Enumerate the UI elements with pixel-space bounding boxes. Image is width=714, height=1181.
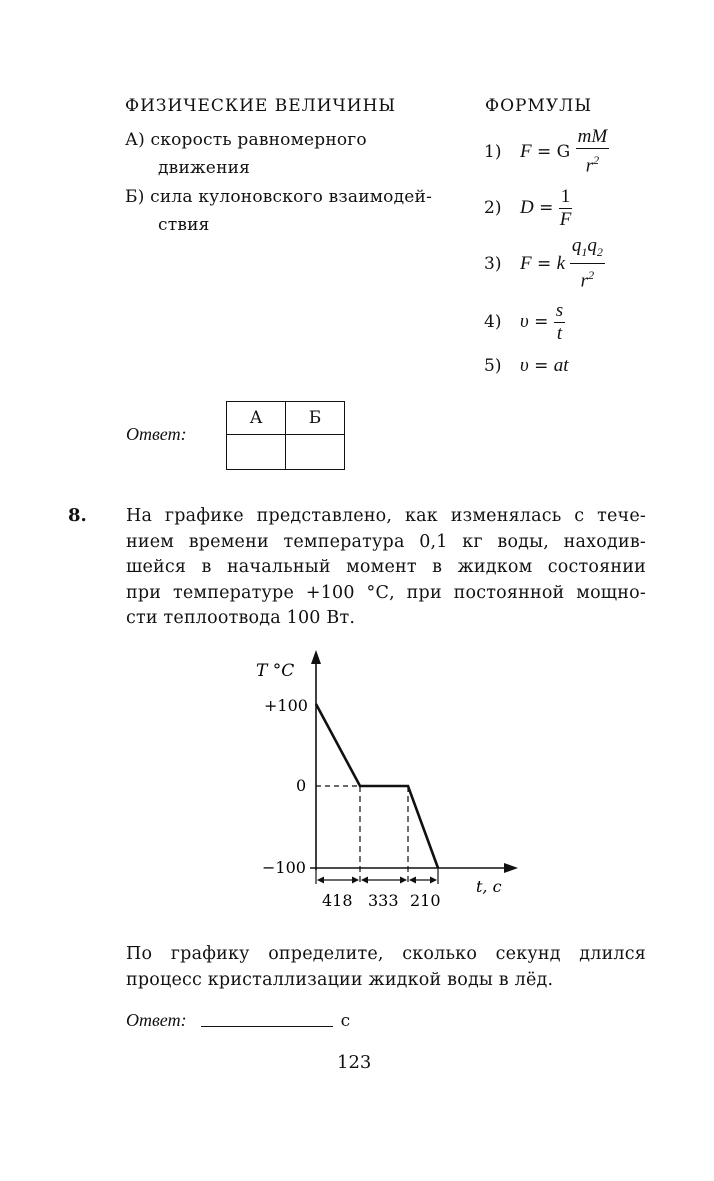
interval-arrowhead-right-1 xyxy=(352,877,359,884)
y-tick-0: 0 xyxy=(296,776,307,795)
y-tick-100: +100 xyxy=(264,696,308,715)
interval-arrowhead-right-2 xyxy=(400,877,407,884)
answer-table[interactable] xyxy=(226,401,345,470)
question xyxy=(126,941,646,993)
answer-cell-a[interactable] xyxy=(227,435,286,470)
question-line: процесс кристаллизации жидкой воды в лёд. xyxy=(126,970,554,990)
task-line: нием времени температура 0,1 кг воды, находив- xyxy=(126,531,646,552)
quantity-text: сила кулоновского взаимодей- xyxy=(150,187,433,207)
formula-4: 4) υ = $\frac{s}{t}$ xyxy=(484,299,564,344)
y-axis-arrow xyxy=(311,650,321,664)
answer-header-a: А xyxy=(227,402,286,435)
y-axis-label: T °C xyxy=(256,661,295,681)
quantity-letter: А) xyxy=(125,130,145,150)
answer-input[interactable] xyxy=(201,1026,333,1027)
formula-2: 2) D = $\frac{1}{F}$ xyxy=(484,185,572,230)
interval-arrowhead-right-3 xyxy=(430,877,437,884)
interval-label-1: 418 xyxy=(322,891,353,910)
task-statement xyxy=(126,504,646,632)
formula-number: 1) xyxy=(484,142,502,162)
task-line: шейся в начальный момент в жидком состоянии xyxy=(126,557,646,577)
interval-label-2: 333 xyxy=(368,891,399,910)
page-number: 123 xyxy=(337,1052,372,1073)
interval-arrowhead-left-3 xyxy=(409,877,416,884)
formula-number: 3) xyxy=(484,254,502,274)
formula-3: 3) F = k $\frac{q_1q_2}{r^2}$ xyxy=(484,235,603,292)
quantity-b xyxy=(125,184,432,210)
formula-5: 5) υ = at xyxy=(484,355,569,376)
quantities-header: ФИЗИЧЕСКИЕ ВЕЛИЧИНЫ xyxy=(125,96,397,116)
task-line: при температуре +100 °С, при постоянной мощно- xyxy=(126,582,646,603)
formulas-header: ФОРМУЛЫ xyxy=(485,96,593,116)
task8-answer xyxy=(126,1010,350,1031)
formula-number: 4) xyxy=(484,312,502,332)
x-axis-arrow xyxy=(504,863,518,873)
answer-cell-b[interactable] xyxy=(286,435,345,470)
task-line: На графике представлено, как изменялась с тече- xyxy=(126,506,646,526)
formula-number: 5) xyxy=(484,356,502,376)
x-axis-label: t, c xyxy=(476,877,502,896)
task-line: сти теплоотвода 100 Вт. xyxy=(126,608,356,628)
interval-arrowhead-left-2 xyxy=(361,877,368,884)
formula-number: 2) xyxy=(484,198,502,218)
quantity-a xyxy=(125,127,367,153)
formula-1: 1) F = G $\frac{mM}{r^2}$ xyxy=(484,126,608,177)
quantity-text: скорость равномерного xyxy=(150,130,367,150)
answer-header-b: Б xyxy=(286,402,345,435)
interval-label-3: 210 xyxy=(410,891,441,910)
quantity-letter: Б) xyxy=(125,187,145,207)
task-number: 8. xyxy=(68,505,87,526)
quantity-b-cont: ствия xyxy=(158,215,210,235)
question-line: По графику определите, сколько секунд длился xyxy=(126,944,646,964)
answer-label: Ответ: xyxy=(126,1010,187,1030)
interval-arrowhead-left-1 xyxy=(317,877,324,884)
answer-unit: с xyxy=(340,1011,351,1031)
answer-label: Ответ: xyxy=(126,424,187,444)
y-tick-minus-100: −100 xyxy=(262,858,306,877)
temperature-chart xyxy=(250,648,530,918)
quantity-a-cont: движения xyxy=(158,158,251,178)
